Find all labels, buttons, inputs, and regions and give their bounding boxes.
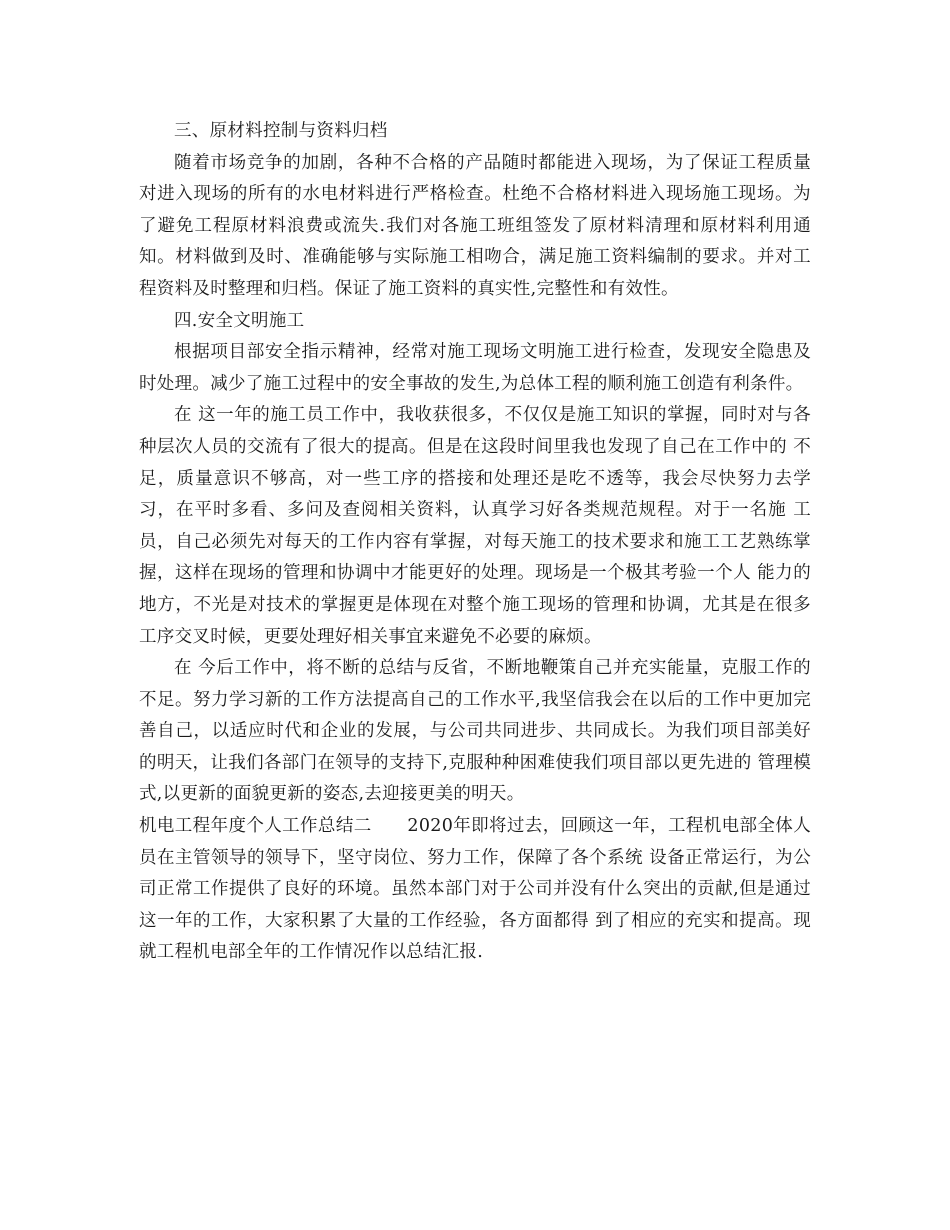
paragraph-safety: 根据项目部安全指示精神，经常对施工现场文明施工进行检查，发现安全隐患及时处理。减少了施工过程中的安全事故的发生,为总体工程的顺利施工创造有利条件。 [139, 342, 811, 394]
paragraph-raw-materials: 随着市场竞争的加剧，各种不合格的产品随时都能进入现场，为了保证工程质量对进入现场的所有的水电材料进行严格检查。杜绝不合格材料进入现场施工现场。为了避免工程原材料浪费或流失.我们对各施工班组签发了原材料清理和原材料利用通知。材料做到及时、准确能够与实际施工相吻合，满足施工资料编制的要求。并对工程资料及时整理和归档。保证了施工资料的真实性,完整性和有效性。 [139, 152, 811, 299]
section-heading-safety: 四.安全文明施工 [174, 310, 305, 331]
paragraph-future-work: 在 今后工作中，将不断的总结与反省，不断地鞭策自己并充实能量，克服工作的不足。努力学习新的工作方法提高自己的工作水平,我坚信我会在以后的工作中更加完 善自己，以适应时代和企业的发展，与公司共同进步、共同成长。为我们项目部美好的明天，让我们各部门在领导的支持下,克服种种困难使我们项目部以更先进的 管理模式,以更新的面貌更新的姿态,去迎接更美的明天。 [139, 658, 811, 805]
section-heading-raw-materials: 三、原材料控制与资料归档 [174, 121, 388, 141]
paragraph-summary-two: 机电工程年度个人工作总结二 2020年即将过去，回顾这一年，工程机电部全体人员在主管领导的领导下，坚守岗位、努力工作，保障了各个系统 设备正常运行，为公司正常工作提供了良好的环境。虽然本部门对于公司并没有什么突出的贡献,但是通过这一年的工作，大家积累了大量的工作经验，各方面都得 到了相应的充实和提高。现就工程机电部全年的工作情况作以总结汇报. [139, 816, 811, 963]
document-body [139, 116, 811, 969]
paragraph-year-review: 在 这一年的施工员工作中，我收获很多，不仅仅是施工知识的掌握，同时对与各种层次人员的交流有了很大的提高。但是在这段时间里我也发现了自己在工作中的 不足，质量意识不够高，对一些工序的搭接和处理还是吃不透等，我会尽快努力去学习，在平时多看、多问及查阅相关资料，认真学习好各类规范规程。对于一名施 工员，自己必须先对每天的工作内容有掌握，对每天施工的技术要求和施工工艺熟练掌握，这样在现场的管理和协调中才能更好的处理。现场是一个极其考验一个人 能力的地方，不光是对技术的掌握更是体现在对整个施工现场的管理和协调，尤其是在很多工序交叉时候，更要处理好相关事宜来避免不必要的麻烦。 [139, 405, 811, 647]
